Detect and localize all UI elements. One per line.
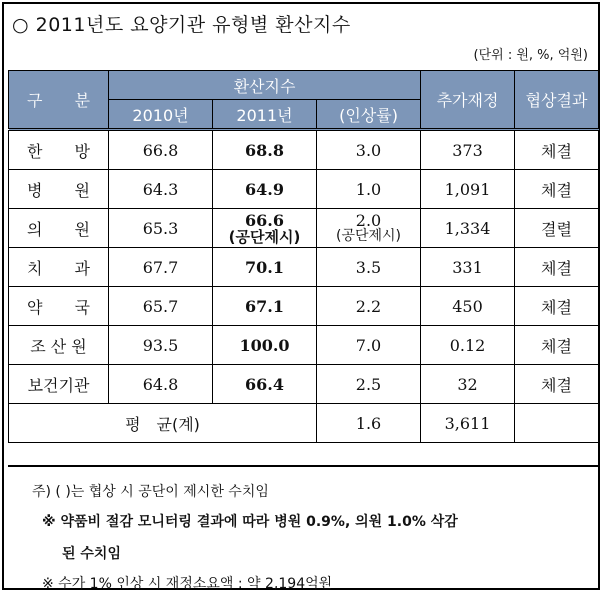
- row-result: 체결: [515, 130, 599, 170]
- row-finance: 32: [421, 365, 515, 404]
- row-category: 보건기관: [9, 365, 109, 404]
- table-row: [9, 365, 599, 404]
- row-category: 한 방: [9, 130, 109, 170]
- row-finance: 1,091: [421, 170, 515, 209]
- note-drug-cost: ※ 약품비 절감 모니터링 결과에 따라 병원 0.9%, 의원 1.0% 삭감: [42, 514, 458, 530]
- row-finance: 0.12: [421, 326, 515, 365]
- row-2011: 70.1: [213, 248, 317, 287]
- note-drug-cost-cont: 된 수치임: [62, 546, 121, 562]
- total-label: 평 균(계): [9, 404, 317, 443]
- note-parentheses: 주) ( )는 협상 시 공단이 제시한 수치임: [32, 484, 269, 500]
- row-2011-value: 66.6: [245, 210, 284, 230]
- row-2011: 67.1: [213, 287, 317, 326]
- row-2011: [213, 209, 317, 248]
- row-rate: 2.5: [317, 365, 421, 404]
- row-rate: [317, 209, 421, 248]
- row-2010: 93.5: [109, 326, 213, 365]
- row-2010: 65.7: [109, 287, 213, 326]
- row-rate: 2.2: [317, 287, 421, 326]
- total-finance: 3,611: [421, 404, 515, 443]
- header-negotiation-result: 협상결과: [515, 71, 599, 130]
- table-row: [9, 287, 599, 326]
- header-conversion-index: 환산지수: [109, 71, 421, 100]
- total-result: [515, 404, 599, 443]
- total-rate: 1.6: [317, 404, 421, 443]
- header-category: 구 분: [9, 71, 109, 130]
- row-2011-note: (공단제시): [228, 227, 301, 246]
- row-2010: 64.3: [109, 170, 213, 209]
- row-category: 조 산 원: [9, 326, 109, 365]
- row-category: 치 과: [9, 248, 109, 287]
- row-finance: 1,334: [421, 209, 515, 248]
- row-category: 의 원: [9, 209, 109, 248]
- table-row: [9, 326, 599, 365]
- row-result: 체결: [515, 248, 599, 287]
- row-2010: 66.8: [109, 130, 213, 170]
- table-body: [9, 130, 599, 443]
- row-rate: 1.0: [317, 170, 421, 209]
- row-finance: 450: [421, 287, 515, 326]
- row-2010: 65.3: [109, 209, 213, 248]
- table-row: [9, 170, 599, 209]
- row-result: 결렬: [515, 209, 599, 248]
- row-rate: 7.0: [317, 326, 421, 365]
- table-header: [9, 71, 599, 130]
- row-rate: 3.0: [317, 130, 421, 170]
- table-row: [9, 130, 599, 170]
- header-year-2010: 2010년: [109, 100, 213, 130]
- document-frame: [2, 2, 600, 590]
- row-result: 체결: [515, 365, 599, 404]
- row-result: 체결: [515, 287, 599, 326]
- notes-section: [8, 465, 598, 591]
- header-increase-rate: (인상률): [317, 100, 421, 130]
- table-row: [9, 248, 599, 287]
- row-2011: 64.9: [213, 170, 317, 209]
- row-rate: 3.5: [317, 248, 421, 287]
- table-row-total: [9, 404, 599, 443]
- row-rate-note: (공단제시): [335, 228, 402, 244]
- row-2011: 100.0: [213, 326, 317, 365]
- table-row: [9, 209, 599, 248]
- row-2011: 68.8: [213, 130, 317, 170]
- row-category: 병 원: [9, 170, 109, 209]
- row-2010: 67.7: [109, 248, 213, 287]
- row-2011: 66.4: [213, 365, 317, 404]
- row-finance: 331: [421, 248, 515, 287]
- conversion-index-table: [8, 70, 599, 443]
- row-result: 체결: [515, 170, 599, 209]
- row-2010: 64.8: [109, 365, 213, 404]
- header-additional-finance: 추가재정: [421, 71, 515, 130]
- document-title: ○ 2011년도 요양기관 유형별 환산지수: [12, 14, 351, 36]
- row-finance: 373: [421, 130, 515, 170]
- row-result: 체결: [515, 326, 599, 365]
- row-category: 약 국: [9, 287, 109, 326]
- header-year-2011: 2011년: [213, 100, 317, 130]
- unit-label: (단위 : 원, %, 억원): [473, 48, 588, 63]
- row-rate-value: 2.0: [355, 211, 382, 230]
- note-finance-requirement: ※ 수가 1% 인상 시 재정소요액 : 약 2,194억원: [42, 576, 333, 592]
